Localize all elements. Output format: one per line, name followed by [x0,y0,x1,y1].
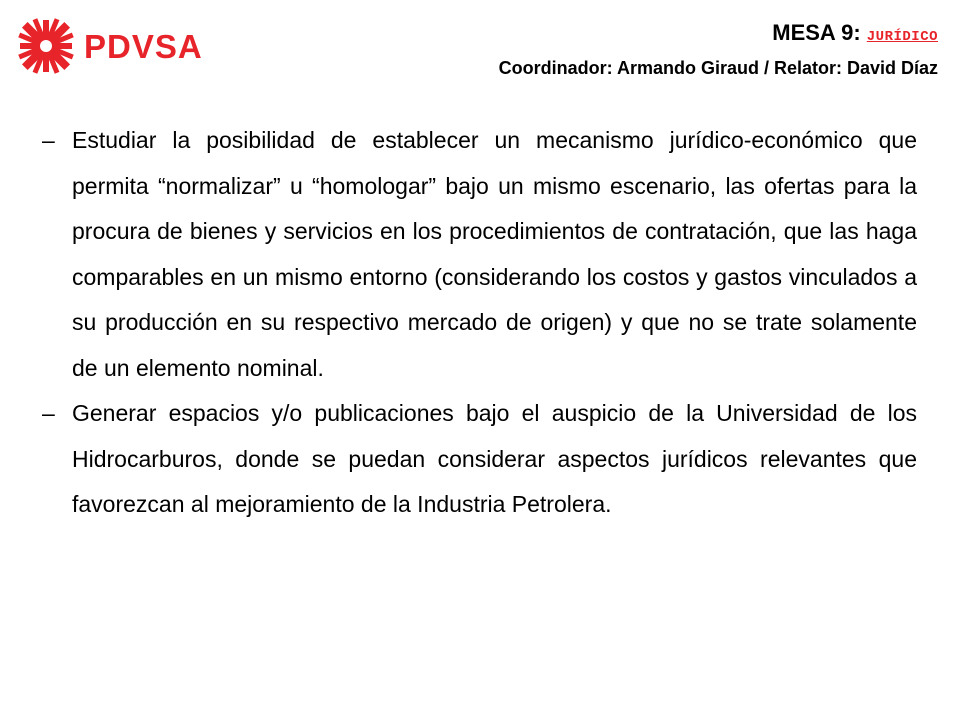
bullet-dash: – [42,400,55,426]
list-item [42,118,917,391]
pdvsa-logo [14,14,203,78]
logo-text: PDVSA [84,27,203,65]
slide-content [42,118,917,528]
pdvsa-sun-icon [14,14,78,78]
bullet-dash: – [42,127,55,153]
list-item-text: Estudiar la posibilidad de establecer un mecanismo jurídico-económico que permita “normalizar” u “homologar” bajo un mismo escenario, las ofertas para la procura de bienes y servicios en los procedimientos de contratación, que las haga comparables en un mismo entorno (considerando los costos y gastos vinculados a su producción en su respectivo mercado de origen) y que no se trate solamente de un elemento nominal. [72,127,917,381]
slide-header [499,20,938,80]
mesa-label: MESA 9: [772,20,867,45]
mesa-title [499,20,938,50]
mesa-subject: JURÍDICO [866,29,938,45]
coordinator-line: Coordinador: Armando Giraud / Relator: David Díaz [498,58,938,78]
list-item [42,391,917,528]
list-item-text: Generar espacios y/o publicaciones bajo el auspicio de la Universidad de los Hidrocarburos, donde se puedan considerar aspectos jurídicos relevantes que favorezcan al mejoramiento de la Industria Petrolera. [72,400,917,517]
